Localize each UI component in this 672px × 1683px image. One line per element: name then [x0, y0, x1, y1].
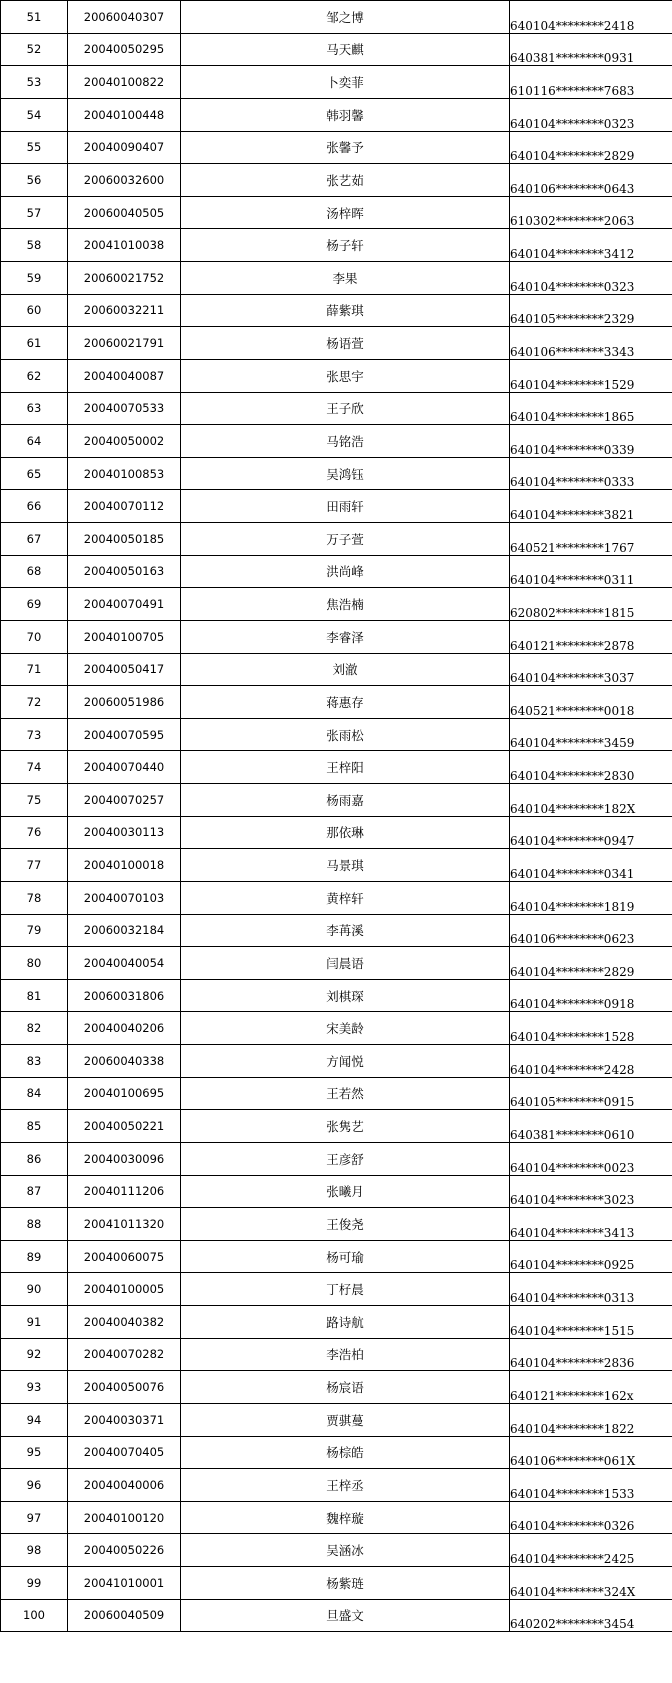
- row-number-cell: 58: [1, 229, 68, 262]
- student-id-cell: 20040100822: [68, 66, 181, 99]
- table-row: [1, 523, 672, 556]
- student-id-cell: 20040050076: [68, 1371, 181, 1404]
- student-name-cell: 刘澈: [181, 653, 510, 686]
- student-name-cell: 杨棕皓: [181, 1436, 510, 1469]
- row-number-cell: 88: [1, 1208, 68, 1241]
- row-number-cell: 72: [1, 686, 68, 719]
- student-name-cell: 焦浩楠: [181, 588, 510, 621]
- table-row: [1, 1273, 672, 1306]
- id-number-cell: 640104********2428: [510, 1045, 672, 1078]
- id-number-cell: 640104********1822: [510, 1403, 672, 1436]
- table-row: [1, 1469, 672, 1502]
- student-id-cell: 20060040509: [68, 1599, 181, 1632]
- student-name-cell: 闫晨语: [181, 947, 510, 980]
- id-number-cell: 640104********0023: [510, 1142, 672, 1175]
- student-name-cell: 杨语萱: [181, 327, 510, 360]
- row-number-cell: 93: [1, 1371, 68, 1404]
- student-name-cell: 薛紫琪: [181, 294, 510, 327]
- row-number-cell: 89: [1, 1240, 68, 1273]
- id-number-cell: 640104********3459: [510, 718, 672, 751]
- table-row: [1, 555, 672, 588]
- row-number-cell: 75: [1, 784, 68, 817]
- student-name-cell: 马景琪: [181, 849, 510, 882]
- row-number-cell: 71: [1, 653, 68, 686]
- id-number-cell: 640106********061X: [510, 1436, 672, 1469]
- table-row: [1, 751, 672, 784]
- id-number-cell: 640104********182X: [510, 784, 672, 817]
- table-row: [1, 33, 672, 66]
- roster-body: [1, 1, 672, 1632]
- table-row: [1, 425, 672, 458]
- student-id-cell: 20040050163: [68, 555, 181, 588]
- table-row: [1, 1371, 672, 1404]
- id-number-cell: 640104********3023: [510, 1175, 672, 1208]
- table-row: [1, 1, 672, 34]
- student-name-cell: 李浩柏: [181, 1338, 510, 1371]
- id-number-cell: 640104********0323: [510, 262, 672, 295]
- table-row: [1, 294, 672, 327]
- student-id-cell: 20040070103: [68, 881, 181, 914]
- id-number-cell: 640104********0947: [510, 816, 672, 849]
- row-number-cell: 61: [1, 327, 68, 360]
- row-number-cell: 96: [1, 1469, 68, 1502]
- id-number-cell: 640104********0313: [510, 1273, 672, 1306]
- row-number-cell: 57: [1, 196, 68, 229]
- id-number-cell: 640521********0018: [510, 686, 672, 719]
- student-name-cell: 张思宇: [181, 359, 510, 392]
- row-number-cell: 60: [1, 294, 68, 327]
- student-id-cell: 20040070257: [68, 784, 181, 817]
- student-name-cell: 韩羽馨: [181, 98, 510, 131]
- row-number-cell: 51: [1, 1, 68, 34]
- student-name-cell: 魏梓璇: [181, 1501, 510, 1534]
- id-number-cell: 640104********0925: [510, 1240, 672, 1273]
- student-name-cell: 路诗航: [181, 1306, 510, 1339]
- student-name-cell: 王梓丞: [181, 1469, 510, 1502]
- student-id-cell: 20040090407: [68, 131, 181, 164]
- id-number-cell: 640104********2829: [510, 131, 672, 164]
- student-name-cell: 卜奕菲: [181, 66, 510, 99]
- student-id-cell: 20040070282: [68, 1338, 181, 1371]
- table-row: [1, 98, 672, 131]
- table-row: [1, 1534, 672, 1567]
- student-id-cell: 20040070440: [68, 751, 181, 784]
- student-id-cell: 20040070405: [68, 1436, 181, 1469]
- student-name-cell: 蒋惠存: [181, 686, 510, 719]
- table-row: [1, 164, 672, 197]
- table-row: [1, 1175, 672, 1208]
- id-number-cell: 640104********2829: [510, 947, 672, 980]
- row-number-cell: 65: [1, 457, 68, 490]
- id-number-cell: 640104********0918: [510, 979, 672, 1012]
- student-name-cell: 马铭浩: [181, 425, 510, 458]
- table-row: [1, 816, 672, 849]
- student-name-cell: 杨雨嘉: [181, 784, 510, 817]
- student-id-cell: 20060040505: [68, 196, 181, 229]
- student-id-cell: 20040050295: [68, 33, 181, 66]
- id-number-cell: 640521********1767: [510, 523, 672, 556]
- table-row: [1, 457, 672, 490]
- student-id-cell: 20040100705: [68, 620, 181, 653]
- student-id-cell: 20040100018: [68, 849, 181, 882]
- table-row: [1, 1208, 672, 1241]
- student-name-cell: 刘棋琛: [181, 979, 510, 1012]
- student-name-cell: 丁杍晨: [181, 1273, 510, 1306]
- table-row: [1, 359, 672, 392]
- row-number-cell: 77: [1, 849, 68, 882]
- table-row: [1, 947, 672, 980]
- student-id-cell: 20040050185: [68, 523, 181, 556]
- table-row: [1, 881, 672, 914]
- id-number-cell: 640381********0610: [510, 1110, 672, 1143]
- table-row: [1, 229, 672, 262]
- student-id-cell: 20040040382: [68, 1306, 181, 1339]
- student-id-cell: 20041010001: [68, 1567, 181, 1600]
- student-id-cell: 20060051986: [68, 686, 181, 719]
- row-number-cell: 82: [1, 1012, 68, 1045]
- student-name-cell: 田雨轩: [181, 490, 510, 523]
- table-row: [1, 849, 672, 882]
- table-row: [1, 718, 672, 751]
- student-name-cell: 杨宸语: [181, 1371, 510, 1404]
- id-number-cell: 640104********0311: [510, 555, 672, 588]
- student-id-cell: 20040030113: [68, 816, 181, 849]
- id-number-cell: 610302********2063: [510, 196, 672, 229]
- student-name-cell: 王若然: [181, 1077, 510, 1110]
- student-id-cell: 20040070491: [68, 588, 181, 621]
- id-number-cell: 640104********0323: [510, 98, 672, 131]
- student-name-cell: 王俊尧: [181, 1208, 510, 1241]
- table-row: [1, 914, 672, 947]
- student-id-cell: 20060021752: [68, 262, 181, 295]
- id-number-cell: 640104********3412: [510, 229, 672, 262]
- student-id-cell: 20040050417: [68, 653, 181, 686]
- student-id-cell: 20040100695: [68, 1077, 181, 1110]
- table-row: [1, 327, 672, 360]
- id-number-cell: 640106********0643: [510, 164, 672, 197]
- student-id-cell: 20040070112: [68, 490, 181, 523]
- row-number-cell: 85: [1, 1110, 68, 1143]
- student-name-cell: 杨紫琏: [181, 1567, 510, 1600]
- id-number-cell: 640104********1533: [510, 1469, 672, 1502]
- row-number-cell: 66: [1, 490, 68, 523]
- table-row: [1, 1240, 672, 1273]
- id-number-cell: 640104********3821: [510, 490, 672, 523]
- student-name-cell: 张馨予: [181, 131, 510, 164]
- student-name-cell: 王彦舒: [181, 1142, 510, 1175]
- id-number-cell: 640104********0339: [510, 425, 672, 458]
- row-number-cell: 54: [1, 98, 68, 131]
- id-number-cell: 640105********2329: [510, 294, 672, 327]
- row-number-cell: 90: [1, 1273, 68, 1306]
- table-row: [1, 1436, 672, 1469]
- student-id-cell: 20041010038: [68, 229, 181, 262]
- table-row: [1, 588, 672, 621]
- student-id-cell: 20040050221: [68, 1110, 181, 1143]
- student-name-cell: 黄梓轩: [181, 881, 510, 914]
- student-name-cell: 王梓阳: [181, 751, 510, 784]
- table-row: [1, 490, 672, 523]
- student-name-cell: 万子萱: [181, 523, 510, 556]
- student-id-cell: 20060031806: [68, 979, 181, 1012]
- student-id-cell: 20060032600: [68, 164, 181, 197]
- table-row: [1, 1110, 672, 1143]
- id-number-cell: 640104********0341: [510, 849, 672, 882]
- student-name-cell: 杨子轩: [181, 229, 510, 262]
- row-number-cell: 83: [1, 1045, 68, 1078]
- row-number-cell: 52: [1, 33, 68, 66]
- student-id-cell: 20060040338: [68, 1045, 181, 1078]
- id-number-cell: 640106********0623: [510, 914, 672, 947]
- row-number-cell: 80: [1, 947, 68, 980]
- student-id-cell: 20060040307: [68, 1, 181, 34]
- row-number-cell: 64: [1, 425, 68, 458]
- id-number-cell: 640104********3037: [510, 653, 672, 686]
- student-name-cell: 旦盛文: [181, 1599, 510, 1632]
- student-name-cell: 张曦月: [181, 1175, 510, 1208]
- table-row: [1, 1306, 672, 1339]
- table-row: [1, 686, 672, 719]
- row-number-cell: 79: [1, 914, 68, 947]
- table-row: [1, 653, 672, 686]
- id-number-cell: 620802********1815: [510, 588, 672, 621]
- table-row: [1, 1045, 672, 1078]
- student-id-cell: 20060032211: [68, 294, 181, 327]
- table-row: [1, 1501, 672, 1534]
- student-id-cell: 20040100448: [68, 98, 181, 131]
- id-number-cell: 640104********0326: [510, 1501, 672, 1534]
- student-id-cell: 20040100853: [68, 457, 181, 490]
- table-row: [1, 784, 672, 817]
- student-name-cell: 吴鸿钰: [181, 457, 510, 490]
- student-name-cell: 张雨松: [181, 718, 510, 751]
- row-number-cell: 84: [1, 1077, 68, 1110]
- row-number-cell: 87: [1, 1175, 68, 1208]
- student-id-cell: 20040070533: [68, 392, 181, 425]
- row-number-cell: 70: [1, 620, 68, 653]
- student-id-cell: 20040060075: [68, 1240, 181, 1273]
- student-name-cell: 吴涵冰: [181, 1534, 510, 1567]
- table-row: [1, 1012, 672, 1045]
- student-name-cell: 马天麒: [181, 33, 510, 66]
- student-id-cell: 20040100005: [68, 1273, 181, 1306]
- row-number-cell: 97: [1, 1501, 68, 1534]
- row-number-cell: 59: [1, 262, 68, 295]
- student-id-cell: 20060032184: [68, 914, 181, 947]
- student-id-cell: 20040030371: [68, 1403, 181, 1436]
- table-row: [1, 1403, 672, 1436]
- student-name-cell: 张隽艺: [181, 1110, 510, 1143]
- student-id-cell: 20041011320: [68, 1208, 181, 1241]
- row-number-cell: 92: [1, 1338, 68, 1371]
- row-number-cell: 67: [1, 523, 68, 556]
- row-number-cell: 69: [1, 588, 68, 621]
- id-number-cell: 640104********1528: [510, 1012, 672, 1045]
- student-name-cell: 王子欣: [181, 392, 510, 425]
- row-number-cell: 76: [1, 816, 68, 849]
- student-name-cell: 宋美龄: [181, 1012, 510, 1045]
- student-name-cell: 方闻悦: [181, 1045, 510, 1078]
- id-number-cell: 640104********2830: [510, 751, 672, 784]
- row-number-cell: 56: [1, 164, 68, 197]
- student-id-cell: 20040050002: [68, 425, 181, 458]
- student-name-cell: 那依琳: [181, 816, 510, 849]
- row-number-cell: 100: [1, 1599, 68, 1632]
- id-number-cell: 640104********1529: [510, 359, 672, 392]
- student-name-cell: 杨可瑜: [181, 1240, 510, 1273]
- row-number-cell: 63: [1, 392, 68, 425]
- table-row: [1, 392, 672, 425]
- table-row: [1, 1142, 672, 1175]
- table-row: [1, 620, 672, 653]
- id-number-cell: 640104********1819: [510, 881, 672, 914]
- student-id-cell: 20040040054: [68, 947, 181, 980]
- id-number-cell: 610116********7683: [510, 66, 672, 99]
- row-number-cell: 62: [1, 359, 68, 392]
- row-number-cell: 86: [1, 1142, 68, 1175]
- row-number-cell: 99: [1, 1567, 68, 1600]
- row-number-cell: 73: [1, 718, 68, 751]
- row-number-cell: 68: [1, 555, 68, 588]
- id-number-cell: 640104********3413: [510, 1208, 672, 1241]
- student-id-cell: 20060021791: [68, 327, 181, 360]
- table-row: [1, 979, 672, 1012]
- row-number-cell: 78: [1, 881, 68, 914]
- student-name-cell: 李苒溪: [181, 914, 510, 947]
- table-row: [1, 66, 672, 99]
- row-number-cell: 98: [1, 1534, 68, 1567]
- id-number-cell: 640106********3343: [510, 327, 672, 360]
- row-number-cell: 81: [1, 979, 68, 1012]
- student-id-cell: 20040070595: [68, 718, 181, 751]
- student-name-cell: 汤梓晖: [181, 196, 510, 229]
- id-number-cell: 640104********2418: [510, 1, 672, 34]
- id-number-cell: 640202********3454: [510, 1599, 672, 1632]
- student-id-cell: 20040050226: [68, 1534, 181, 1567]
- row-number-cell: 74: [1, 751, 68, 784]
- row-number-cell: 94: [1, 1403, 68, 1436]
- id-number-cell: 640104********0333: [510, 457, 672, 490]
- row-number-cell: 91: [1, 1306, 68, 1339]
- table-row: [1, 1077, 672, 1110]
- student-id-cell: 20040100120: [68, 1501, 181, 1534]
- id-number-cell: 640104********324X: [510, 1567, 672, 1600]
- student-id-cell: 20040040006: [68, 1469, 181, 1502]
- table-row: [1, 1567, 672, 1600]
- id-number-cell: 640121********2878: [510, 620, 672, 653]
- student-id-cell: 20040040206: [68, 1012, 181, 1045]
- student-name-cell: 洪尚峰: [181, 555, 510, 588]
- row-number-cell: 55: [1, 131, 68, 164]
- id-number-cell: 640105********0915: [510, 1077, 672, 1110]
- id-number-cell: 640104********2836: [510, 1338, 672, 1371]
- student-id-cell: 20040111206: [68, 1175, 181, 1208]
- student-name-cell: 李果: [181, 262, 510, 295]
- student-id-cell: 20040030096: [68, 1142, 181, 1175]
- table-row: [1, 262, 672, 295]
- table-row: [1, 196, 672, 229]
- id-number-cell: 640104********1515: [510, 1306, 672, 1339]
- id-number-cell: 640104********2425: [510, 1534, 672, 1567]
- row-number-cell: 53: [1, 66, 68, 99]
- student-id-cell: 20040040087: [68, 359, 181, 392]
- student-name-cell: 邹之博: [181, 1, 510, 34]
- student-name-cell: 贾骐蔓: [181, 1403, 510, 1436]
- table-row: [1, 1599, 672, 1632]
- id-number-cell: 640104********1865: [510, 392, 672, 425]
- id-number-cell: 640381********0931: [510, 33, 672, 66]
- table-row: [1, 1338, 672, 1371]
- student-name-cell: 张艺茹: [181, 164, 510, 197]
- table-row: [1, 131, 672, 164]
- row-number-cell: 95: [1, 1436, 68, 1469]
- id-number-cell: 640121********162x: [510, 1371, 672, 1404]
- student-name-cell: 李睿泽: [181, 620, 510, 653]
